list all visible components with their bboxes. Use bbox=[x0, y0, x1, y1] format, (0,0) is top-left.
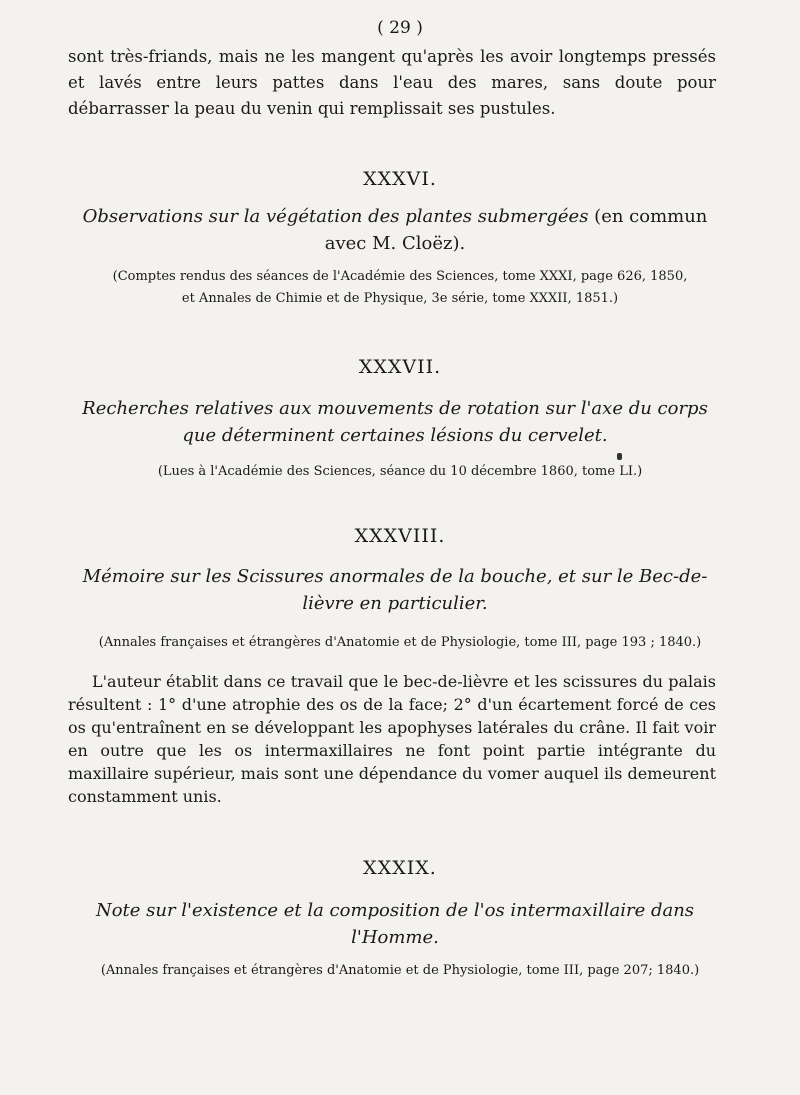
section-38-citation: (Annales françaises et étrangères d'Anatomie et de Physiologie, tome III, page 193 ; 1840.) bbox=[98, 635, 702, 650]
section-36-numeral: XXXVI. bbox=[363, 168, 437, 190]
page-number: ( 29 ) bbox=[377, 18, 423, 38]
section-39-numeral: XXXIX. bbox=[363, 857, 437, 879]
intro-paragraph: sont très-friands, mais ne les mangent qu'après les avoir longtemps pressés et lavés entre leurs pattes dans l'eau des mares, sans doute pour débarrasser la peau du venin qui remplissait ses pustules. bbox=[68, 47, 716, 118]
section-37-title: Recherches relatives aux mouvements de rotation sur l'axe du corps que déterminent certaines lésions du cervelet. bbox=[82, 398, 708, 446]
section-36-title-italic: Observations sur la végétation des plantes submergées bbox=[82, 206, 589, 227]
section-37-numeral: XXXVII. bbox=[358, 356, 442, 378]
section-38-body: L'auteur établit dans ce travail que le bec-de-lièvre et les scissures du palais résultent : 1° d'une atrophie des os de la face; 2° d'un écartement forcé de ces os qu'entraînent en se développant les apophyses latérales du crâne. Il fait voir en outre que les os intermaxillaires ne font point partie intégrante du maxillaire supérieur, mais sont une dépendance du vomer auquel ils demeurent constamment unis. bbox=[68, 672, 716, 806]
section-39-citation: (Annales françaises et étrangères d'Anatomie et de Physiologie, tome III, page 207; 1840.) bbox=[100, 963, 700, 978]
section-36-citation-line1: (Comptes rendus des séances de l'Académie des Sciences, tome XXXI, page 626, 1850, bbox=[112, 269, 688, 284]
section-36-title bbox=[70, 203, 720, 257]
section-39-title: Note sur l'existence et la composition de l'os intermaxillaire dans l'Homme. bbox=[95, 900, 695, 948]
section-38-numeral: XXXVIII. bbox=[354, 525, 446, 547]
section-36-title-plain: (en commun avec M. Cloëz). bbox=[324, 206, 708, 254]
section-37-citation: (Lues à l'Académie des Sciences, séance du 10 décembre 1860, tome LI.) bbox=[157, 464, 643, 479]
section-36-citation-line2: et Annales de Chimie et de Physique, 3e série, tome XXXII, 1851.) bbox=[181, 291, 619, 306]
ink-speck bbox=[617, 453, 622, 460]
section-38-title: Mémoire sur les Scissures anormales de la bouche, et sur le Bec-de-lièvre en particulier. bbox=[82, 566, 708, 614]
